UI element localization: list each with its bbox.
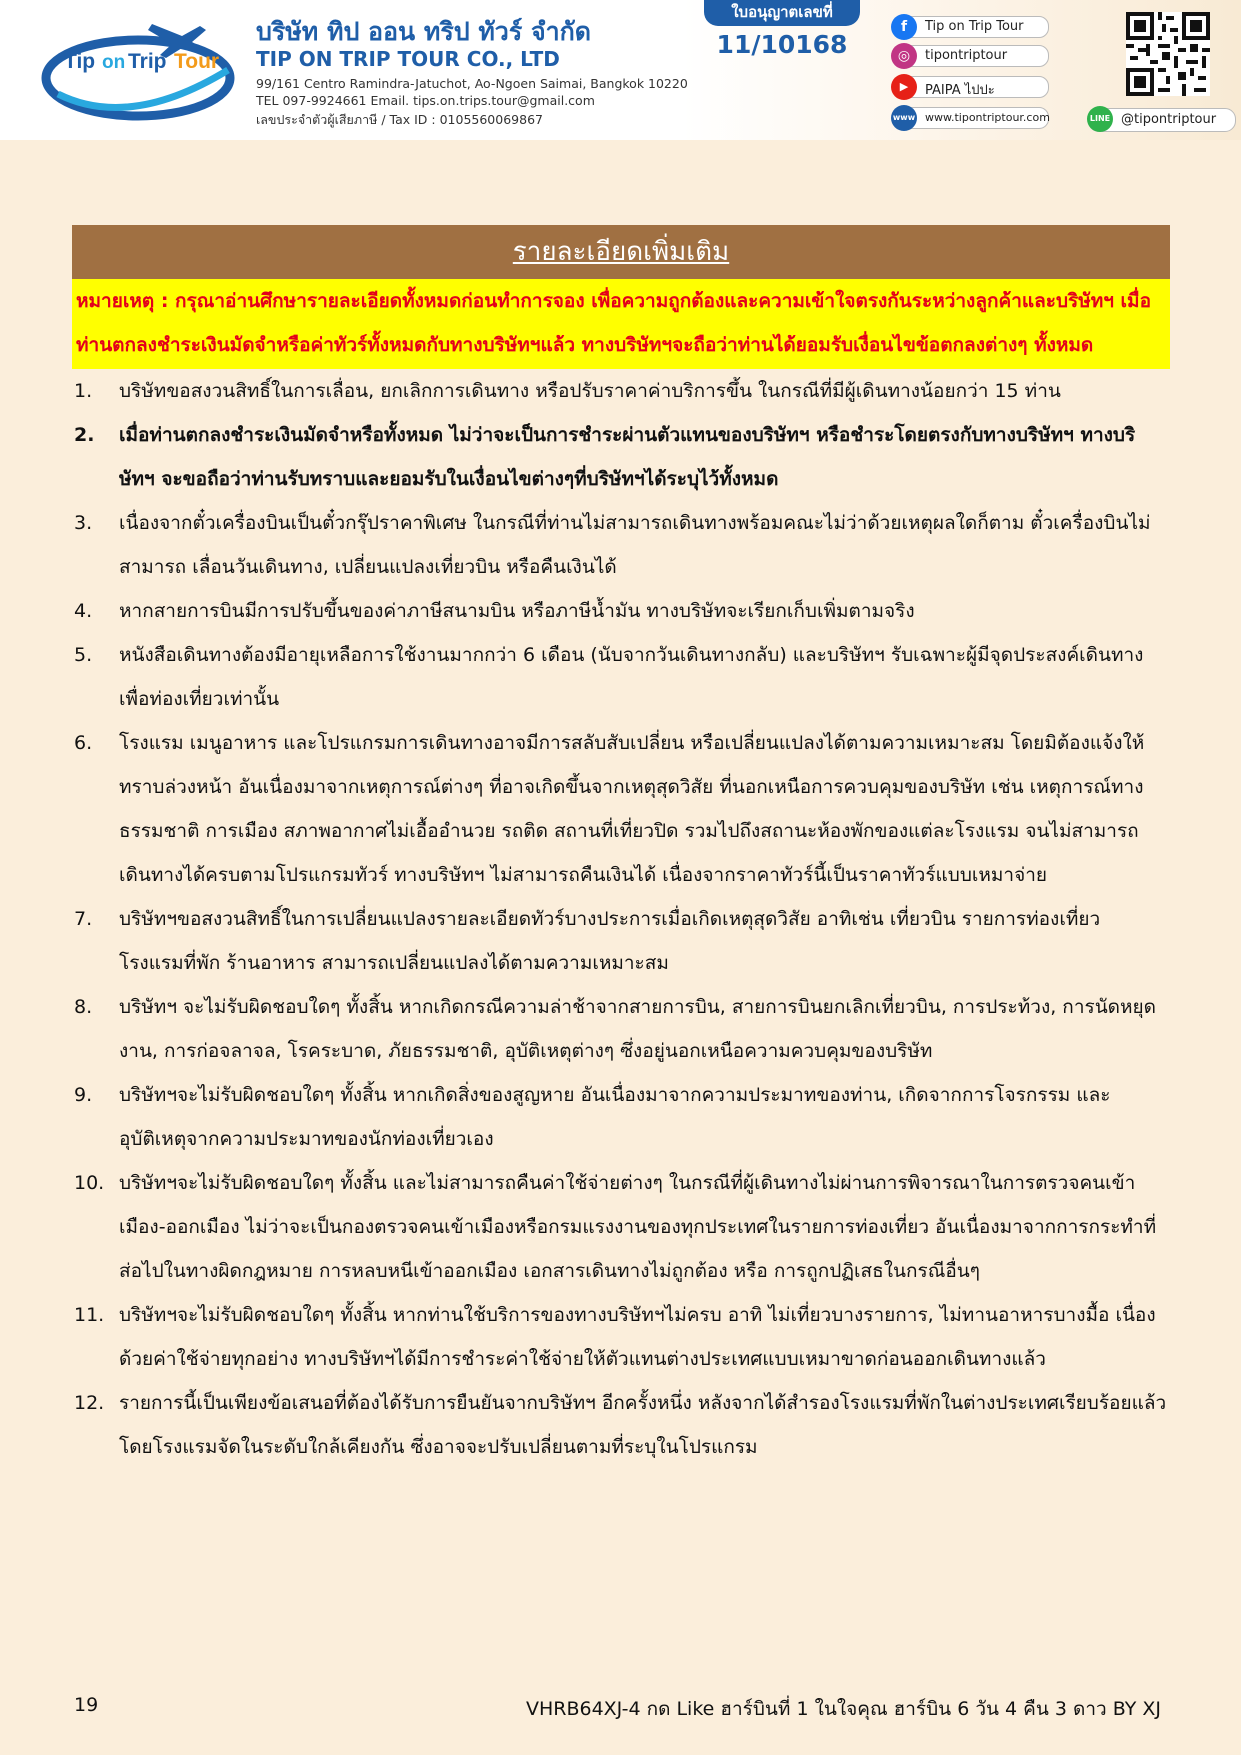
web-icon: www <box>891 105 917 131</box>
item-text: บริษัทขอสงวนสิทธิ์ในการเลื่อน, ยกเลิกการเดินทาง หรือปรับราคาค่าบริการขึ้น ในกรณีที่มีผู้เดินทางน้อยกว่า 15 ท่าน <box>119 380 1061 402</box>
social-facebook[interactable] <box>892 16 1049 38</box>
letterhead <box>0 0 1241 140</box>
item-text: บริษัทฯขอสงวนสิทธิ์ในการเปลี่ยนแปลงรายละเอียดทัวร์บางประการเมื่อเกิดเหตุสุดวิสัย อาทิเช่น เที่ยวบิน รายการท่องเที่ยว โรงแรมที่พัก ร้านอาหาร สามารถเปลี่ยนแปลงได้ตามความเหมาะสม <box>119 908 1101 974</box>
svg-text:on: on <box>102 52 126 73</box>
license-number: 11/10168 <box>716 30 848 59</box>
list-item <box>72 589 1170 633</box>
list-item <box>72 721 1170 897</box>
svg-text:Tip: Tip <box>64 50 96 73</box>
svg-text:Trip: Trip <box>128 50 167 73</box>
company-address: 99/161 Centro Ramindra-Jatuchot, Ao-Ngoen Saimai, Bangkok 10220 <box>256 76 688 91</box>
list-item <box>72 633 1170 721</box>
svg-text:Tour: Tour <box>174 50 220 73</box>
license-label: ใบอนุญาตเลขที่ <box>704 0 860 26</box>
item-number: 9. <box>74 1084 93 1106</box>
company-contact: TEL 097-9924661 Email. tips.on.trips.tour@gmail.com <box>256 93 595 108</box>
social-label: @tipontriptour <box>1121 112 1217 127</box>
item-text: เนื่องจากตั๋วเครื่องบินเป็นตั๋วกรุ๊ปราคาพิเศษ ในกรณีที่ท่านไม่สามารถเดินทางพร้อมคณะไม่ว่าด้วยเหตุผลใดก็ตาม ตั๋วเครื่องบินไม่สามารถ เลื่อนวันเดินทาง, เปลี่ยนแปลงเที่ยวบิน หรือคืนเงินได้ <box>119 512 1151 578</box>
company-tax-id: เลขประจำตัวผู้เสียภาษี / Tax ID : 0105560069867 <box>256 112 543 127</box>
list-item <box>72 985 1170 1073</box>
social-youtube[interactable] <box>892 76 1049 98</box>
qr-code-icon <box>1126 12 1210 96</box>
item-number: 2. <box>74 424 95 446</box>
social-label: tipontriptour <box>925 48 1008 63</box>
details-section <box>72 225 1170 1469</box>
footer-reference: VHRB64XJ-4 กด Like ฮาร์บินที่ 1 ในใจคุณ ฮาร์บิน 6 วัน 4 คืน 3 ดาว BY XJ <box>525 1698 1161 1720</box>
note-label: หมายเหตุ : <box>76 290 169 312</box>
list-item <box>72 897 1170 985</box>
social-label: PAIPA ไปปะ <box>925 83 995 98</box>
item-text: รายการนี้เป็นเพียงข้อเสนอที่ต้องได้รับการยืนยันจากบริษัทฯ อีกครั้งหนึ่ง หลังจากได้สำรองโรงแรมที่พักในต่างประเทศเรียบร้อยแล้ว โดยโรงแรมจัดในระดับใกล้เคียงกัน ซึ่งอาจจะปรับเปลี่ยนตามที่ระบุในโปรแกรม <box>119 1392 1167 1458</box>
list-item <box>72 413 1170 501</box>
social-website[interactable] <box>892 107 1049 129</box>
social-label: www.tipontriptour.com <box>925 111 1050 124</box>
item-number: 3. <box>74 512 93 534</box>
facebook-icon: f <box>891 14 917 40</box>
company-name-thai: บริษัท ทิป ออน ทริป ทัวร์ จำกัด <box>256 17 592 46</box>
terms-list <box>72 369 1170 1469</box>
social-instagram[interactable] <box>892 45 1049 67</box>
note-text: กรุณาอ่านศึกษารายละเอียดทั้งหมดก่อนทำการจอง เพื่อความถูกต้องและความเข้าใจตรงกันระหว่างลูกค้าและบริษัทฯ เมื่อท่านตกลงชำระเงินมัดจำหรือค่าทัวร์ทั้งหมดกับทางบริษัทฯแล้ว ทางบริษัทฯจะถือว่าท่านได้ยอมรับเงื่อนไขข้อตกลงต่างๆ ทั้งหมด <box>76 290 1151 356</box>
list-item <box>72 369 1170 413</box>
item-number: 11. <box>74 1304 105 1326</box>
item-number: 6. <box>74 732 93 754</box>
youtube-icon: ▶ <box>891 74 917 100</box>
list-item <box>72 1073 1170 1161</box>
company-name-english: TIP ON TRIP TOUR CO., LTD <box>256 47 560 71</box>
list-item <box>72 1161 1170 1293</box>
instagram-icon: ◎ <box>891 43 917 69</box>
item-number: 4. <box>74 600 93 622</box>
item-number: 10. <box>74 1172 105 1194</box>
section-title: รายละเอียดเพิ่มเติม <box>72 225 1170 279</box>
item-number: 7. <box>74 908 93 930</box>
list-item <box>72 1293 1170 1381</box>
item-text: โรงแรม เมนูอาหาร และโปรแกรมการเดินทางอาจมีการสลับสับเปลี่ยน หรือเปลี่ยนแปลงได้ตามความเหมาะสม โดยมิต้องแจ้งให้ทราบล่วงหน้า อันเนื่องมาจากเหตุการณ์ต่างๆ ที่อาจเกิดขึ้นจากเหตุสุดวิสัย ที่นอกเหนือการควบคุมของบริษัท เช่น เหตุการณ์ทางธรรมชาติ การเมือง สภาพอากาศไม่เอื้ออำนวย รถติด สถานที่เที่ยวปิด รวมไปถึงสถานะห้องพักของแต่ละโรงแรม จนไม่สามารถเดินทางได้ครบตามโปรแกรมทัวร์ ทางบริษัทฯ ไม่สามารถคืนเงินได้ เนื่องจากราคาทัวร์นี้เป็นราคาทัวร์แบบเหมาจ่าย <box>119 732 1145 886</box>
item-text: หนังสือเดินทางต้องมีอายุเหลือการใช้งานมากกว่า 6 เดือน (นับจากวันเดินทางกลับ) และบริษัทฯ รับเฉพาะผู้มีจุดประสงค์เดินทางเพื่อท่องเที่ยวเท่านั้น <box>119 644 1144 710</box>
note-box <box>72 279 1170 369</box>
social-label: Tip on Trip Tour <box>925 19 1024 34</box>
page-number: 19 <box>74 1694 99 1716</box>
item-number: 12. <box>74 1392 105 1414</box>
item-number: 1. <box>74 380 93 402</box>
list-item <box>72 1381 1170 1469</box>
item-number: 5. <box>74 644 93 666</box>
company-logo <box>40 8 240 128</box>
item-number: 8. <box>74 996 93 1018</box>
item-text: บริษัทฯจะไม่รับผิดชอบใดๆ ทั้งสิ้น หากเกิดสิ่งของสูญหาย อันเนื่องมาจากความประมาทของท่าน, เกิดจากการโจรกรรม และ อุบัติเหตุจากความประมาทของนักท่องเที่ยวเอง <box>119 1084 1111 1150</box>
item-text: บริษัทฯ จะไม่รับผิดชอบใดๆ ทั้งสิ้น หากเกิดกรณีความล่าช้าจากสายการบิน, สายการบินยกเลิกเที่ยวบิน, การประท้วง, การนัดหยุดงาน, การก่อจลาจล, โรคระบาด, ภัยธรรมชาติ, อุบัติเหตุต่างๆ ซึ่งอยู่นอกเหนือความควบคุมของบริษัท <box>119 996 1157 1062</box>
item-text: หากสายการบินมีการปรับขึ้นของค่าภาษีสนามบิน หรือภาษีน้ำมัน ทางบริษัทจะเรียกเก็บเพิ่มตามจริง <box>119 600 915 622</box>
line-icon: LINE <box>1087 106 1113 132</box>
license-badge <box>700 0 860 70</box>
social-line[interactable] <box>1088 108 1236 132</box>
list-item <box>72 501 1170 589</box>
item-text: บริษัทฯจะไม่รับผิดชอบใดๆ ทั้งสิ้น และไม่สามารถคืนค่าใช้จ่ายต่างๆ ในกรณีที่ผู้เดินทางไม่ผ่านการพิจารณาในการตรวจคนเข้าเมือง-ออกเมือง ไม่ว่าจะเป็นกองตรวจคนเข้าเมืองหรือกรมแรงงานของทุกประเทศในรายการท่องเที่ยว อันเนื่องมาจากการกระทำที่ส่อไปในทางผิดกฎหมาย การหลบหนีเข้าออกเมือง เอกสารเดินทางไม่ถูกต้อง หรือ การถูกปฏิเสธในกรณีอื่นๆ <box>119 1172 1157 1282</box>
item-text: เมื่อท่านตกลงชำระเงินมัดจำหรือทั้งหมด ไม่ว่าจะเป็นการชำระผ่านตัวแทนของบริษัทฯ หรือชำระโดยตรงกับทางบริษัทฯ ทางบริษัทฯ จะขอถือว่าท่านรับทราบและยอมรับในเงื่อนไขต่างๆที่บริษัทฯได้ระบุไว้ทั้งหมด <box>119 424 1136 490</box>
item-text: บริษัทฯจะไม่รับผิดชอบใดๆ ทั้งสิ้น หากท่านใช้บริการของทางบริษัทฯไม่ครบ อาทิ ไม่เที่ยวบางรายการ, ไม่ทานอาหารบางมื้อ เนื่องด้วยค่าใช้จ่ายทุกอย่าง ทางบริษัทฯได้มีการชำระค่าใช้จ่ายให้ตัวแทนต่างประเทศแบบเหมาขาดก่อนออกเดินทางแล้ว <box>119 1304 1156 1370</box>
